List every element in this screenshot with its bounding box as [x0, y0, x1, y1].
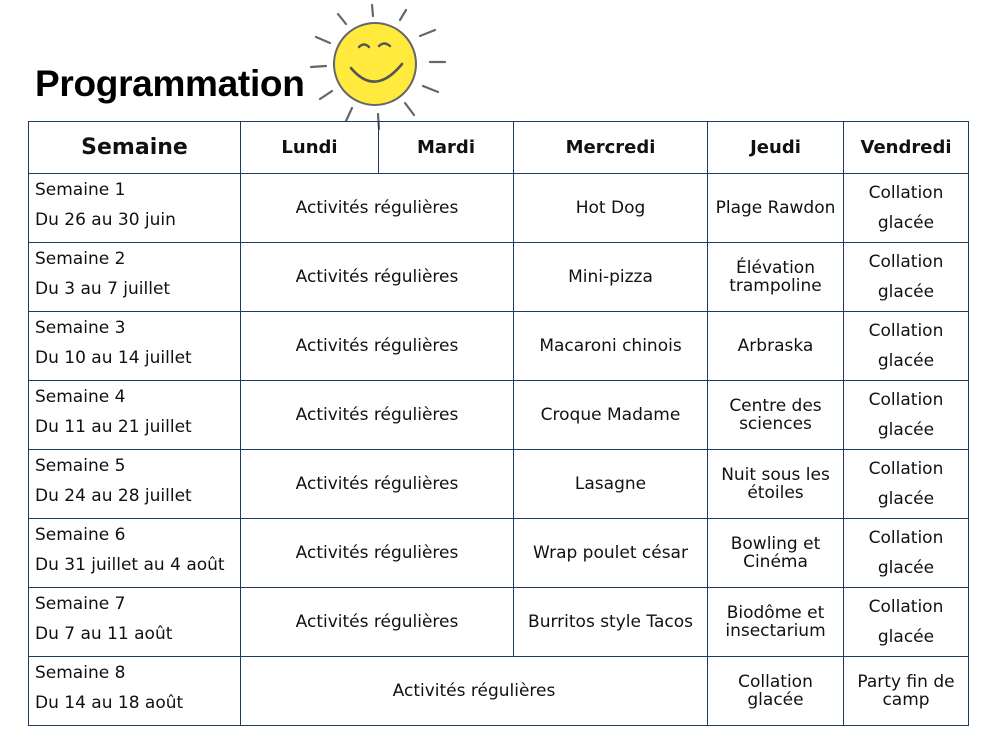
jeudi-cell [708, 519, 844, 588]
vendredi-line: Collation [868, 183, 944, 203]
week-cell [29, 174, 241, 243]
jeudi-line: étoiles [747, 483, 804, 503]
mercredi-cell: Burritos style Tacos [514, 588, 708, 657]
week-dates: Du 14 au 18 août [35, 693, 184, 713]
header-jeudi: Jeudi [708, 122, 844, 174]
week-cell [29, 312, 241, 381]
table-row [29, 174, 969, 243]
vendredi-cell [844, 243, 969, 312]
regular-activities-cell: Activités régulières [241, 381, 514, 450]
regular-activities-cell: Activités régulières [241, 312, 514, 381]
vendredi-line: glacée [877, 558, 935, 578]
week-cell [29, 450, 241, 519]
mercredi-cell: Croque Madame [514, 381, 708, 450]
vendredi-line: glacée [877, 420, 935, 440]
table-row [29, 243, 969, 312]
vendredi-cell [844, 657, 969, 726]
jeudi-line: Nuit sous les [721, 465, 830, 485]
vendredi-cell [844, 519, 969, 588]
vendredi-line: glacée [877, 489, 935, 509]
jeudi-line: Bowling et [730, 534, 821, 554]
mercredi-cell: Lasagne [514, 450, 708, 519]
vendredi-line: Collation [868, 252, 944, 272]
jeudi-cell [708, 381, 844, 450]
week-label: Semaine 3 [35, 318, 126, 338]
week-cell [29, 588, 241, 657]
vendredi-line: camp [882, 690, 930, 710]
regular-activities-cell: Activités régulières [241, 657, 708, 726]
week-dates: Du 24 au 28 juillet [35, 486, 192, 506]
week-cell [29, 381, 241, 450]
vendredi-line: Collation [868, 597, 944, 617]
regular-activities-cell: Activités régulières [241, 450, 514, 519]
regular-activities-cell: Activités régulières [241, 174, 514, 243]
vendredi-line: glacée [877, 282, 935, 302]
vendredi-cell [844, 174, 969, 243]
vendredi-cell [844, 450, 969, 519]
vendredi-line: glacée [877, 627, 935, 647]
vendredi-line: glacée [877, 351, 935, 371]
week-dates: Du 31 juillet au 4 août [35, 555, 225, 575]
jeudi-cell [708, 657, 844, 726]
header-vendredi: Vendredi [844, 122, 969, 174]
jeudi-line: Plage Rawdon [715, 198, 836, 218]
regular-activities-cell: Activités régulières [241, 519, 514, 588]
week-label: Semaine 8 [35, 663, 126, 683]
sun-icon [302, 2, 452, 134]
table-row [29, 381, 969, 450]
table-row [29, 588, 969, 657]
vendredi-line: Collation [868, 528, 944, 548]
week-label: Semaine 2 [35, 249, 126, 269]
jeudi-line: Biodôme et [726, 603, 825, 623]
header-mardi: Mardi [379, 122, 514, 174]
header-semaine: Semaine [29, 122, 241, 174]
week-cell [29, 243, 241, 312]
jeudi-line: glacée [747, 690, 804, 710]
week-dates: Du 3 au 7 juillet [35, 279, 171, 299]
table-row [29, 450, 969, 519]
week-label: Semaine 7 [35, 594, 126, 614]
week-dates: Du 26 au 30 juin [35, 210, 176, 230]
vendredi-cell [844, 381, 969, 450]
mercredi-cell: Wrap poulet césar [514, 519, 708, 588]
table-row [29, 657, 969, 726]
jeudi-cell [708, 588, 844, 657]
week-label: Semaine 5 [35, 456, 126, 476]
jeudi-cell [708, 450, 844, 519]
jeudi-cell [708, 243, 844, 312]
table-row [29, 519, 969, 588]
week-label: Semaine 1 [35, 180, 126, 200]
header-mercredi: Mercredi [514, 122, 708, 174]
vendredi-cell [844, 588, 969, 657]
vendredi-line: Collation [868, 459, 944, 479]
header-lundi: Lundi [241, 122, 379, 174]
mercredi-cell: Macaroni chinois [514, 312, 708, 381]
week-dates: Du 10 au 14 juillet [35, 348, 192, 368]
table-row [29, 312, 969, 381]
jeudi-line: Centre des [729, 396, 822, 416]
jeudi-line: Arbraska [737, 336, 814, 356]
jeudi-cell [708, 174, 844, 243]
jeudi-line: Cinéma [743, 552, 808, 572]
vendredi-line: Collation [868, 390, 944, 410]
week-cell [29, 519, 241, 588]
header-row [29, 122, 969, 174]
jeudi-line: trampoline [729, 276, 822, 296]
regular-activities-cell: Activités régulières [241, 243, 514, 312]
week-label: Semaine 4 [35, 387, 126, 407]
jeudi-line: sciences [739, 414, 812, 434]
schedule-table [28, 121, 969, 726]
week-cell [29, 657, 241, 726]
vendredi-line: glacée [877, 213, 935, 233]
page-title: Programmation [35, 63, 305, 104]
week-dates: Du 7 au 11 août [35, 624, 173, 644]
jeudi-line: insectarium [725, 621, 826, 641]
jeudi-line: Collation [738, 672, 813, 692]
week-dates: Du 11 au 21 juillet [35, 417, 192, 437]
vendredi-line: Party fin de [857, 672, 955, 692]
jeudi-cell [708, 312, 844, 381]
vendredi-cell [844, 312, 969, 381]
week-label: Semaine 6 [35, 525, 126, 545]
mercredi-cell: Mini-pizza [514, 243, 708, 312]
vendredi-line: Collation [868, 321, 944, 341]
mercredi-cell: Hot Dog [514, 174, 708, 243]
jeudi-line: Élévation [736, 258, 815, 278]
regular-activities-cell: Activités régulières [241, 588, 514, 657]
